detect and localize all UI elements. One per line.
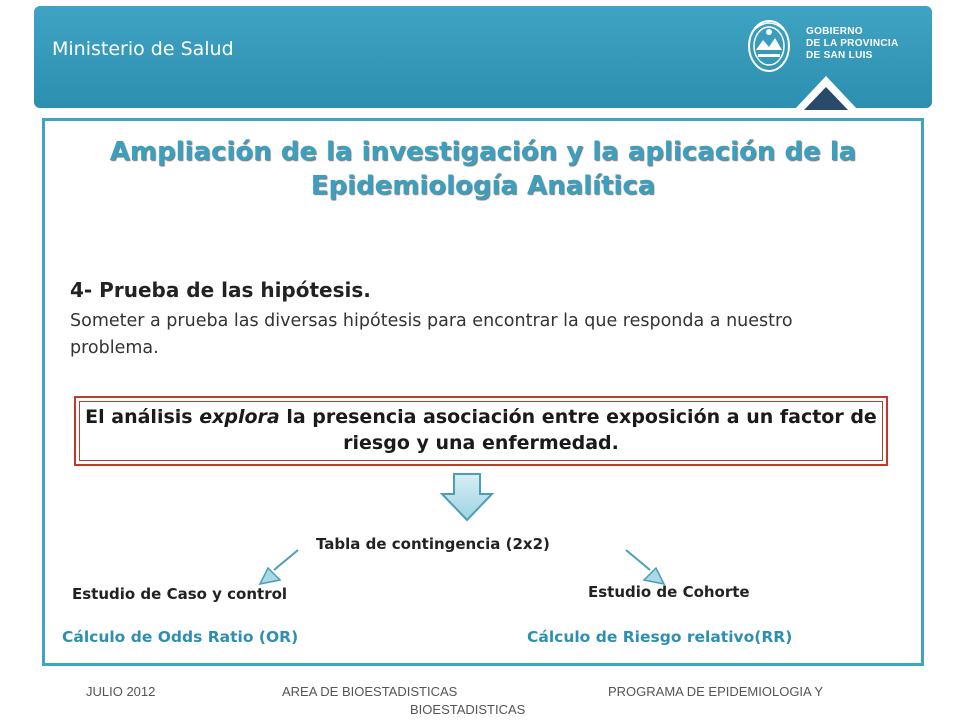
arrow-down-right-icon: [620, 546, 670, 586]
highlight-emphasis: explora: [199, 406, 280, 428]
highlight-text-part2: la presencia asociación entre exposición a un factor de riesgo y una enfermedad.: [279, 406, 877, 454]
province-seal-icon: [746, 16, 792, 74]
case-control-study-label: Estudio de Caso y control: [72, 585, 288, 603]
section-heading: 4- Prueba de las hipótesis.: [70, 278, 371, 302]
footer-date: JULIO 2012: [86, 684, 156, 699]
government-line-3: DE SAN LUIS: [806, 50, 873, 61]
highlight-text: [76, 404, 886, 456]
odds-ratio-label: Cálculo de Odds Ratio (OR): [62, 628, 299, 646]
government-line-2: DE LA PROVINCIA: [806, 38, 899, 49]
government-label: [806, 26, 926, 62]
footer-program: PROGRAMA DE EPIDEMIOLOGIA Y: [608, 684, 824, 699]
ministry-title: Ministerio de Salud: [52, 38, 234, 60]
header-tab-notch: [794, 76, 858, 110]
highlight-box: [74, 396, 888, 466]
footer-program-continued: BIOESTADISTICAS: [410, 702, 526, 717]
slide-title: Ampliación de la investigación y la aplicación de la Epidemiología Analítica: [109, 137, 857, 201]
relative-risk-label: Cálculo de Riesgo relativo(RR): [527, 628, 793, 646]
contingency-table-label: Tabla de contingencia (2x2): [316, 535, 550, 553]
section-body: Someter a prueba las diversas hipótesis para encontrar la que responda a nuestro problema.: [70, 311, 793, 358]
footer-area: AREA DE BIOESTADISTICAS: [282, 684, 458, 699]
down-arrow-icon: [440, 472, 494, 522]
government-line-1: GOBIERNO: [806, 26, 863, 37]
cohort-study-label: Estudio de Cohorte: [588, 583, 750, 601]
arrow-down-left-icon: [254, 546, 304, 586]
highlight-text-part1: El análisis: [85, 406, 200, 428]
